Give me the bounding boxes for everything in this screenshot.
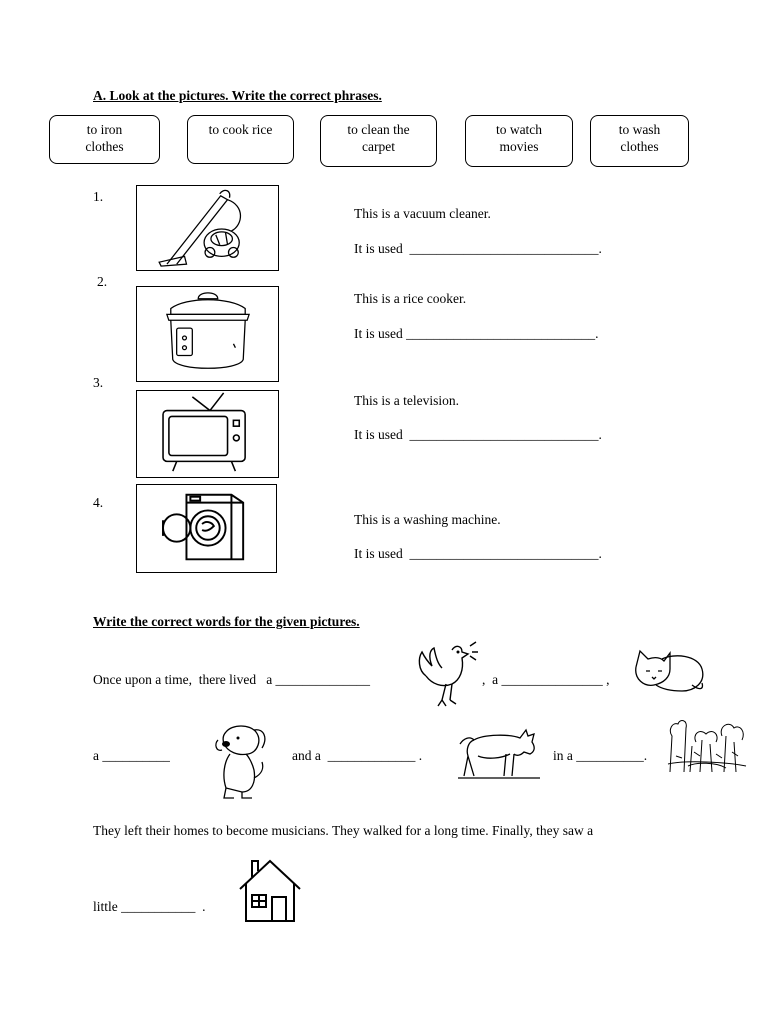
section-b-heading: Write the correct words for the given pictures. [93,614,360,629]
house-icon [238,857,302,923]
rice-cooker-icon [137,287,278,381]
item-number-1: 1. [93,189,104,204]
item-number-4: 4. [93,495,104,510]
rooster-icon [412,640,480,712]
phrase-box-iron-clothes: to iron clothes [49,115,160,164]
story-line-2a[interactable]: a __________ [93,748,170,763]
story-line-1a[interactable]: Once upon a time, there lived a ______________ [93,672,371,687]
story-line-3: They left their homes to become musicians. They walked for a long time. Finally, they saw a [93,823,594,838]
washing-machine-icon [137,485,276,572]
story-picture-house [238,857,302,923]
item-statement-3: This is a television. [354,393,459,408]
story-picture-rooster [412,640,480,712]
item-number-2: 2. [97,274,108,289]
section-a-heading: A. Look at the pictures. Write the correct phrases. [93,88,382,103]
item-statement-4: This is a washing machine. [354,512,501,527]
story-picture-dog [212,722,270,802]
item-statement-1: This is a vacuum cleaner. [354,206,491,221]
cat-icon [632,645,708,697]
item-number-3: 3. [93,375,104,390]
item-picture-1 [136,185,279,271]
phrase-box-cook-rice: to cook rice [187,115,294,164]
item-answer-line-3[interactable]: It is used ____________________________. [354,427,602,442]
television-icon [137,391,278,477]
item-statement-2: This is a rice cooker. [354,291,467,306]
story-line-1b[interactable]: , a _______________ , [482,672,610,687]
item-answer-line-2[interactable]: It is used ____________________________. [354,326,599,341]
vacuum-cleaner-icon [137,186,278,270]
phrase-box-watch-movies: to watch movies [465,115,573,167]
dog-icon [212,722,270,802]
forest-icon [666,716,748,774]
story-picture-donkey [454,722,542,780]
donkey-icon [454,722,542,780]
phrase-box-clean-carpet: to clean the carpet [320,115,437,167]
item-picture-2 [136,286,279,382]
item-answer-line-1[interactable]: It is used ____________________________. [354,241,602,256]
story-picture-forest [666,716,748,774]
item-picture-3 [136,390,279,478]
story-picture-cat [632,645,708,697]
item-picture-4 [136,484,277,573]
story-line-2b[interactable]: and a _____________ . [292,748,423,763]
story-line-4[interactable]: little ___________ . [93,899,206,914]
story-line-2c[interactable]: in a __________. [553,748,648,763]
phrase-box-wash-clothes: to wash clothes [590,115,689,167]
item-answer-line-4[interactable]: It is used ____________________________. [354,546,602,561]
